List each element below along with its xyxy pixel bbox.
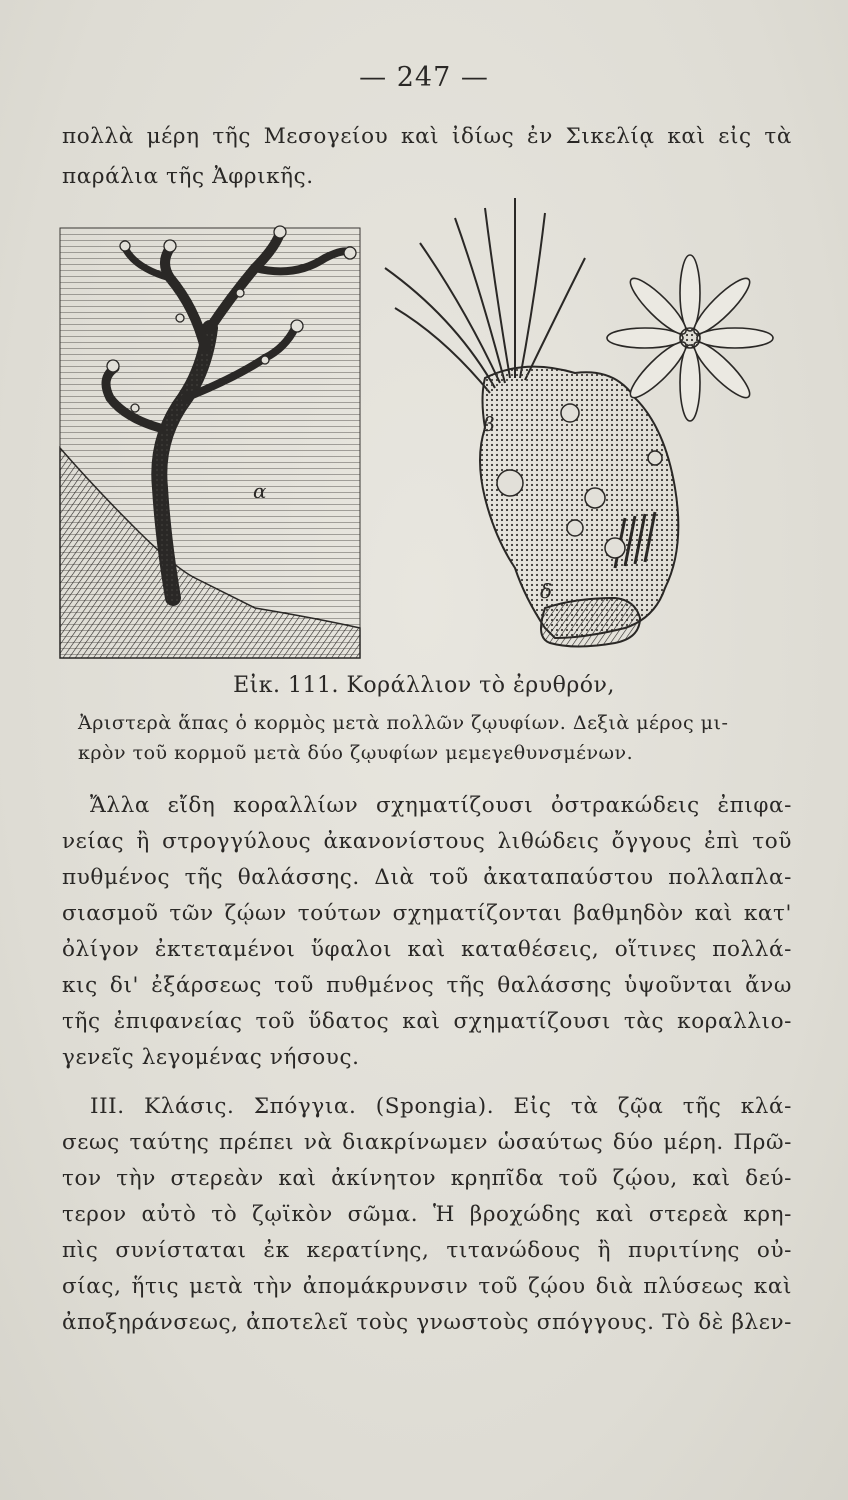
body-p2-line-2: σεως ταύτης πρέπει νὰ διακρίνωμεν ὡσαύτως δύο μέρη. Πρῶ- [62,1130,792,1155]
figure-caption-title: Εἰκ. 111. Κοράλλιον τὸ ἐρυθρόν, [233,673,615,698]
magnified-coral-part [385,198,773,647]
body-p1-line-4: σιασμοῦ τῶν ζῴων τούτων σχηματίζονται βαθμηδὸν καὶ κατ' [62,901,792,926]
figure-caption-line-1: Ἀριστερὰ ἅπας ὁ κορμὸς μετὰ πολλῶν ζῳυφίων. Δεξιὰ μέρος μι- [78,712,729,734]
body-p1-line-2: νείας ἢ στρογγύλους ἀκανονίστους λιθώδεις ὄγγους ἐπὶ τοῦ [62,829,792,854]
body-p2-line-4: τερον αὐτὸ τὸ ζῳϊκὸν σῶμα. Ἡ βροχώδης καὶ στερεὰ κρη- [62,1202,792,1227]
figure-label-a: α [253,479,267,503]
page-number: — 247 — [359,62,489,93]
body-p1-line-3: πυθμένος τῆς θαλάσσης. Διὰ τοῦ ἀκαταπαύστου πολλαπλα- [62,865,792,890]
body-p1-line-8: γενεῖς λεγομένας νήσους. [62,1045,360,1070]
body-p1-line-5: ὀλίγον ἐκτεταμένοι ὕφαλοι καὶ καταθέσεις, οἵτινες πολλά- [62,937,792,962]
body-p2-line-1: III. Κλάσις. Σπόγγια. (Spongia). Εἰς τὰ ζῷα τῆς κλά- [90,1094,792,1119]
body-p1-line-7: τῆς ἐπιφανείας τοῦ ὕδατος καὶ σχηματίζουσι τὰς κοραλλιο- [62,1009,792,1034]
coral-tree-panel [60,226,360,658]
figure-label-d: δ [540,579,553,603]
figure-caption-line-2: κρὸν τοῦ κορμοῦ μετὰ δύο ζῳυφίων μεμεγεθυνσμένων. [78,742,634,764]
body-p2-line-3: τον τὴν στερεὰν καὶ ἀκίνητον κρηπῖδα τοῦ ζῴου, καὶ δεύ- [62,1166,792,1191]
coral-illustration [55,198,795,668]
intro-line-2: παράλια τῆς Ἀφρικῆς. [62,164,314,189]
intro-line-1: πολλὰ μέρη τῆς Μεσογείου καὶ ἰδίως ἐν Σικελίᾳ καὶ εἰς τὰ [62,124,792,149]
body-p2-line-5: πὶς συνίσταται ἐκ κερατίνης, τιτανώδους ἢ πυριτίνης οὐ- [62,1238,792,1263]
body-p1-line-1: Ἄλλα εἴδη κοραλλίων σχηματίζουσι ὀστρακώδεις ἐπιφα- [90,793,792,818]
body-p2-line-6: σίας, ἥτις μετὰ τὴν ἀπομάκρυνσιν τοῦ ζῴου διὰ πλύσεως καὶ [62,1274,792,1299]
figure-label-b: β [483,412,495,436]
coral-figure [55,198,795,668]
body-p2-line-7: ἀποξηράνσεως, ἀποτελεῖ τοὺς γνωστοὺς σπόγγους. Τὸ δὲ βλεν- [62,1310,792,1335]
body-p1-line-6: κις δι' ἐξάρσεως τοῦ πυθμένος τῆς θαλάσσης ὑψοῦνται ἄνω [62,973,792,998]
